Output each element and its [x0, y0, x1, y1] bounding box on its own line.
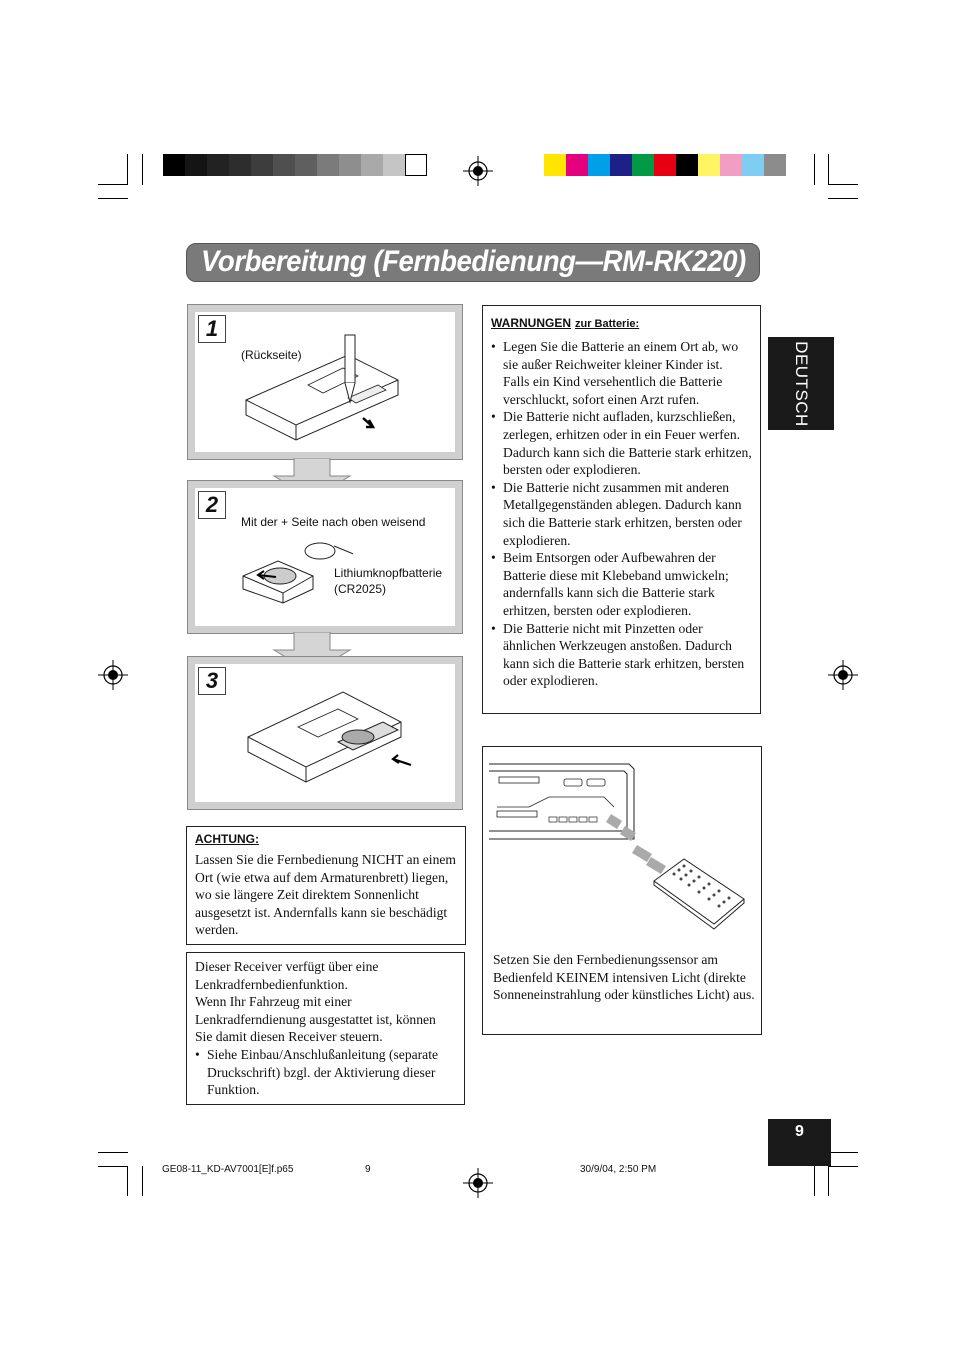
warning-list	[491, 338, 752, 690]
color-swatch	[632, 154, 654, 176]
color-swatch	[544, 154, 566, 176]
step-number: 2	[198, 491, 226, 519]
step-1-panel	[187, 304, 463, 460]
receiver-and-remote-illustration	[489, 759, 754, 944]
registration-mark-icon	[828, 660, 858, 690]
color-swatch	[654, 154, 676, 176]
remote-back-illustration	[238, 330, 408, 450]
list-item: • Die Batterie nicht zusammen mit anderen Metallgegenständen ablegen. Dadurch kann sich die Batterie stark erhitzen, bersten oder explodieren.	[491, 479, 752, 549]
step-2-label-orientation: Mit der + Seite nach oben weisend	[241, 515, 426, 529]
remote-insert-illustration	[243, 687, 418, 787]
sensor-note-text: Setzen Sie den Fernbedienungssensor am Bedienfeld KEINEM intensiven Licht (direkte Sonneneinstrahlung oder künstliches Licht) aus.	[493, 952, 755, 1003]
color-swatch	[405, 154, 427, 176]
registration-mark-icon	[463, 156, 493, 186]
color-swatch	[742, 154, 764, 176]
color-swatch	[295, 154, 317, 176]
registration-mark-icon	[463, 1168, 493, 1198]
language-tab	[768, 337, 834, 430]
steering-line-1: Dieser Receiver verfügt über eine Lenkradfernbedienfunktion.	[195, 959, 379, 992]
color-swatch	[676, 154, 698, 176]
list-item: • Legen Sie die Batterie an einem Ort ab, wo sie außer Reichweiter kleiner Kinder ist. Falls ein Kind versehentlich die Batterie verschluckt, sofort einen Arzt rufen.	[491, 338, 752, 408]
color-swatch	[317, 154, 339, 176]
step-1-label: (Rückseite)	[241, 348, 302, 362]
page-number: 9	[768, 1119, 831, 1166]
color-swatch	[229, 154, 251, 176]
list-item: • Die Batterie nicht aufladen, kurzschließen, zerlegen, erhitzen oder in ein Feuer werfen. Dadurch kann sich die Batterie stark erhitzen, bersten oder explodieren.	[491, 408, 752, 478]
sensor-note-box	[482, 746, 762, 1035]
color-swatch	[720, 154, 742, 176]
language-tab-label: DEUTSCH	[792, 340, 811, 427]
color-swatch	[588, 154, 610, 176]
step-number: 3	[198, 667, 226, 695]
steering-bullet: • Siehe Einbau/Anschlußanleitung (separate Druckschrift) bzgl. der Aktivierung dieser Funktion.	[195, 1046, 456, 1099]
color-swatch	[273, 154, 295, 176]
color-swatch	[764, 154, 786, 176]
color-swatch	[207, 154, 229, 176]
color-swatch	[566, 154, 588, 176]
footer-file: GE08-11_KD-AV7001[E]f.p65	[162, 1164, 294, 1175]
battery-tray-illustration	[238, 531, 353, 621]
step-number: 1	[198, 315, 226, 343]
registration-mark-icon	[98, 660, 128, 690]
steering-remote-box	[186, 952, 465, 1105]
step-2-label-battery-type: (CR2025)	[334, 582, 387, 596]
page-title-banner	[186, 243, 760, 282]
color-calibration-bar	[544, 154, 786, 176]
list-item: • Die Batterie nicht mit Pinzetten oder ähnlichen Werkzeugen anstoßen. Dadurch kann sich die Batterie stark erhitzen, bersten oder explodieren.	[491, 620, 752, 690]
caution-heading: ACHTUNG:	[195, 832, 259, 846]
color-swatch	[339, 154, 361, 176]
step-2-label-battery: Lithiumknopfbatterie	[334, 566, 443, 580]
color-swatch	[698, 154, 720, 176]
color-swatch	[610, 154, 632, 176]
gray-calibration-bar	[163, 154, 427, 176]
caution-box	[186, 826, 466, 945]
caution-text: Lassen Sie die Fernbedienung NICHT an einem Ort (wie etwa auf dem Armaturenbrett) liegen, wo sie längere Zeit direktem Sonnenlicht ausgesetzt ist. Andernfalls kann sie beschädigt werden.	[195, 852, 456, 938]
color-swatch	[361, 154, 383, 176]
color-swatch	[163, 154, 185, 176]
footer-page: 9	[365, 1164, 371, 1175]
step-3-panel	[187, 656, 463, 810]
warning-heading: WARNUNGEN	[491, 316, 571, 330]
page-title: Vorbereitung (Fernbedienung—RM-RK220)	[201, 245, 746, 278]
list-item: • Beim Entsorgen oder Aufbewahren der Batterie diese mit Klebeband umwickeln; andernfalls kann sich die Batterie stark erhitzen, bersten oder explodieren.	[491, 549, 752, 619]
footer-date: 30/9/04, 2:50 PM	[580, 1164, 657, 1175]
color-swatch	[185, 154, 207, 176]
steering-line-2: Wenn Ihr Fahrzeug mit einer Lenkradferndienung ausgestattet ist, können Sie damit diesen Receiver steuern.	[195, 994, 436, 1045]
battery-warning-box	[482, 305, 761, 714]
color-swatch	[383, 154, 405, 176]
warning-heading-suffix: zur Batterie:	[575, 318, 640, 330]
color-swatch	[251, 154, 273, 176]
step-2-panel	[187, 480, 463, 634]
